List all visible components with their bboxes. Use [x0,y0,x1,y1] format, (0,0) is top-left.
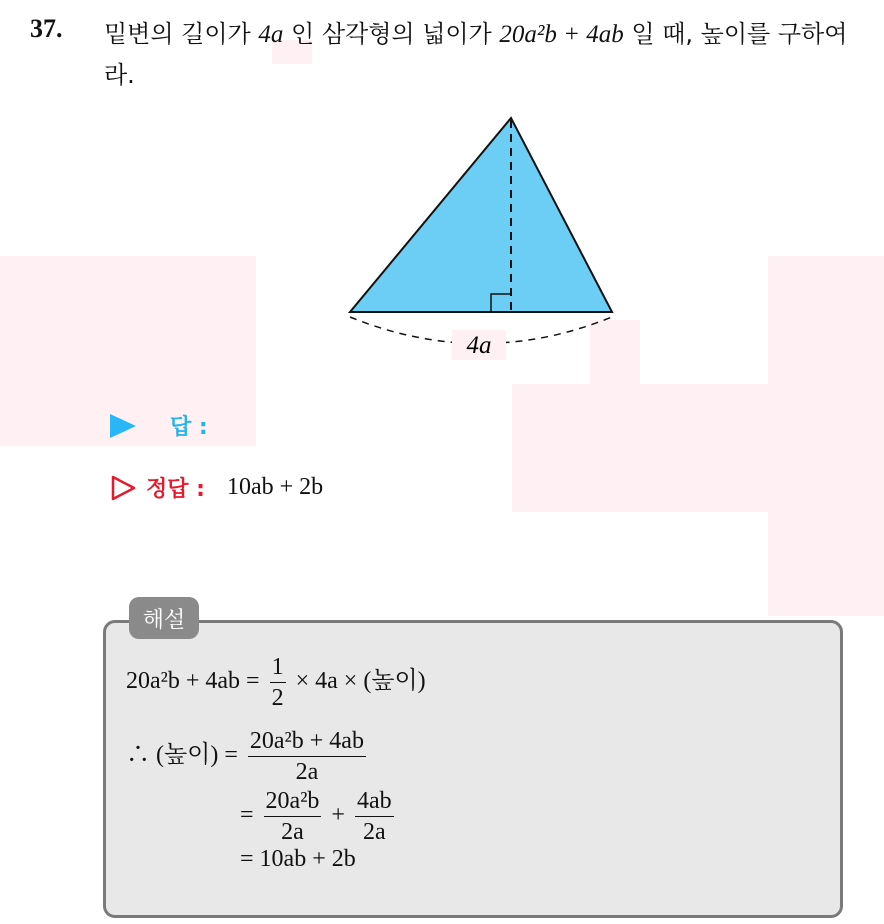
triangle-shape [350,118,612,312]
question-text [104,14,874,95]
background-block [768,256,884,616]
fraction [248,728,366,785]
solution-line-4: = 10ab + 2b [240,846,356,872]
fraction-denominator: 2a [362,819,386,845]
triangle-figure [340,108,630,368]
solution-expression: 20a²b + 4ab [126,668,241,695]
solution-line-3: = $\frac{\text{20a²b}}{2a}$ + $\frac{4ab}{2a}$ [240,788,392,845]
fraction-denominator: 2a [295,759,319,785]
question-text-part: 일 때, 높이를 구하여라. [104,20,848,89]
solution-line-2: ∴ (높이) = $\frac{\text{20a²b + 4ab}}{2a}$ [126,728,364,785]
correct-answer-value: 10ab + 2b [226,474,324,500]
fraction [355,788,394,845]
fraction-denominator: 2a [281,819,304,845]
base-label: 4a [466,332,492,359]
fraction [270,654,286,711]
question-number: 37. [30,14,63,43]
question-text-part: 인 삼각형의 넓이가 [291,20,492,48]
background-block [512,384,768,512]
solution-title: 해설 [129,597,199,639]
solution-prefix: ∴ (높이) [126,742,219,769]
answer-row [110,410,208,441]
answer-label: 답 : [170,415,208,440]
question-text-part: 밑변의 길이가 [104,20,251,48]
outline-play-icon [110,475,136,501]
base-expression: 4a [258,21,284,48]
solution-expression: × 4a × (높이) [295,668,426,695]
correct-answer-row [110,472,323,503]
play-icon [110,414,136,438]
fraction-numerator: 4ab [355,788,394,817]
area-expression: 20a²b + 4ab [499,21,624,48]
fraction-denominator: 2 [271,685,284,711]
fraction [264,788,322,845]
fraction-numerator: 1 [270,654,286,683]
correct-answer-label: 정답 : [146,477,205,502]
fraction-numerator: 20a²b + 4ab [248,728,366,757]
fraction-numerator: 20a²b [264,788,322,817]
solution-line-1: 20a²b + 4ab = $\frac{1}{2}$ × 4a × (높이) [126,654,426,711]
